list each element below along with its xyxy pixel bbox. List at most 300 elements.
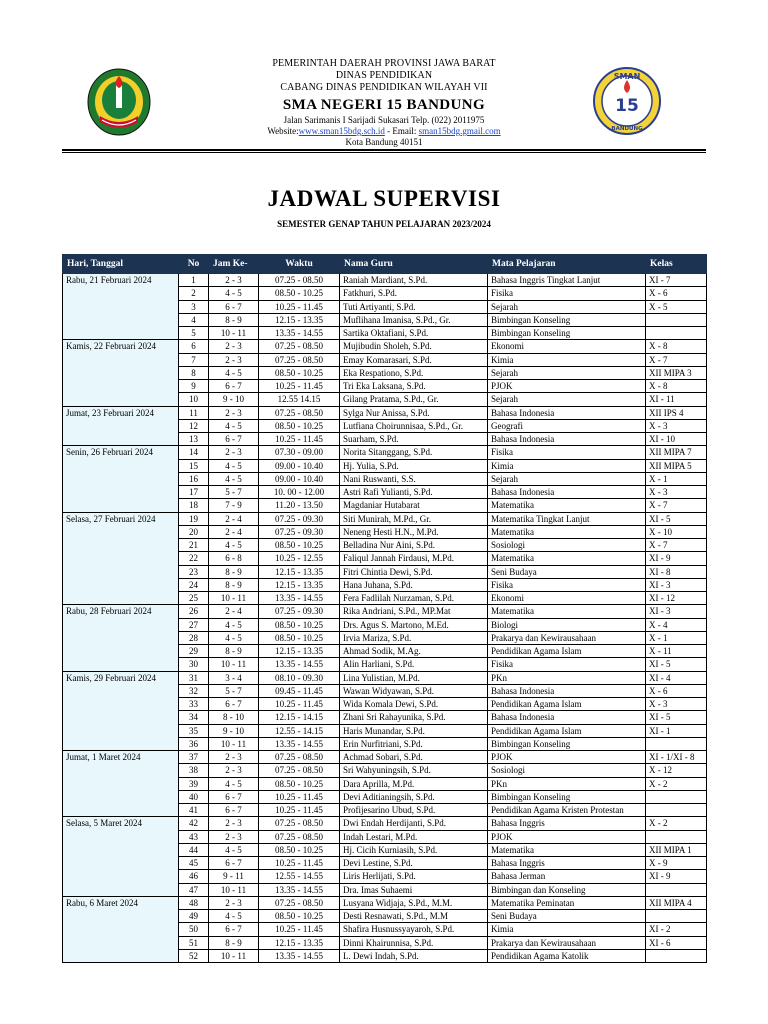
cell-teacher: Sartika Oktafiani, S.Pd. <box>340 327 488 340</box>
cell-subject: Fisika <box>488 287 646 300</box>
cell-subject: Fisika <box>488 658 646 671</box>
cell-subject: Matematika <box>488 843 646 856</box>
cell-subject: Bahasa Inggris Tingkat Lanjut <box>488 274 646 287</box>
cell-period: 6 - 8 <box>209 552 259 565</box>
table-header-row <box>63 255 707 274</box>
cell-period: 10 - 11 <box>209 592 259 605</box>
cell-no: 32 <box>179 684 209 697</box>
cell-period: 6 - 7 <box>209 790 259 803</box>
cell-class: XII IPS 4 <box>646 406 707 419</box>
cell-period: 9 - 10 <box>209 393 259 406</box>
cell-period: 8 - 9 <box>209 645 259 658</box>
cell-class: XI - 12 <box>646 592 707 605</box>
cell-subject: PJOK <box>488 380 646 393</box>
cell-teacher: Muflihana Imanisa, S.Pd., Gr. <box>340 313 488 326</box>
cell-period: 10 - 11 <box>209 658 259 671</box>
table-row <box>63 446 707 459</box>
cell-day: Selasa, 5 Maret 2024 <box>63 817 179 897</box>
cell-subject: Pendidikan Agama Islam <box>488 698 646 711</box>
cell-day: Kamis, 22 Februari 2024 <box>63 340 179 406</box>
cell-period: 2 - 3 <box>209 274 259 287</box>
cell-time: 10.25 - 11.45 <box>259 804 340 817</box>
cell-time: 08.50 - 10.25 <box>259 777 340 790</box>
cell-class: XI - 4 <box>646 671 707 684</box>
cell-class: XII MIPA 4 <box>646 896 707 909</box>
cell-teacher: Hj. Yulia, S.Pd. <box>340 459 488 472</box>
cell-time: 09.00 - 10.40 <box>259 472 340 485</box>
cell-subject: Bahasa Inggris <box>488 857 646 870</box>
cell-no: 26 <box>179 605 209 618</box>
cell-time: 08.50 - 10.25 <box>259 631 340 644</box>
cell-subject: Fisika <box>488 578 646 591</box>
cell-period: 10 - 11 <box>209 327 259 340</box>
cell-time: 09.45 - 11.45 <box>259 684 340 697</box>
cell-teacher: Emay Komarasari, S.Pd. <box>340 353 488 366</box>
cell-no: 51 <box>179 936 209 949</box>
cell-time: 12.55 14.15 <box>259 393 340 406</box>
cell-no: 10 <box>179 393 209 406</box>
cell-no: 38 <box>179 764 209 777</box>
cell-period: 4 - 5 <box>209 366 259 379</box>
cell-time: 10.25 - 11.45 <box>259 380 340 393</box>
website-label: Website: <box>267 126 299 136</box>
cell-class: XI - 9 <box>646 870 707 883</box>
document-title: JADWAL SUPERVISI <box>267 186 501 211</box>
cell-teacher: Fera Fadlilah Nurzaman, S.Pd. <box>340 592 488 605</box>
cell-period: 6 - 7 <box>209 380 259 393</box>
cell-teacher: L. Dewi Indah, S.Pd. <box>340 949 488 962</box>
cell-no: 25 <box>179 592 209 605</box>
cell-time: 10.25 - 11.45 <box>259 923 340 936</box>
cell-subject: Sosiologi <box>488 764 646 777</box>
cell-class: XII MIPA 3 <box>646 366 707 379</box>
cell-class: X - 1 <box>646 631 707 644</box>
cell-no: 15 <box>179 459 209 472</box>
cell-teacher: Suarham, S.Pd. <box>340 433 488 446</box>
cell-subject: Prakarya dan Kewirausahaan <box>488 631 646 644</box>
cell-teacher: Norita Sitanggang, S.Pd. <box>340 446 488 459</box>
cell-teacher: Dinni Khairunnisa, S.Pd. <box>340 936 488 949</box>
letterhead-divider-thin <box>62 152 706 153</box>
cell-time: 07.25 - 08.50 <box>259 340 340 353</box>
cell-subject: Sejarah <box>488 366 646 379</box>
cell-period: 6 - 7 <box>209 857 259 870</box>
col-header-day: Hari, Tanggal <box>63 255 179 274</box>
cell-no: 27 <box>179 618 209 631</box>
cell-teacher: Lusyana Widjaja, S.Pd., M.M. <box>340 896 488 909</box>
cell-time: 07.25 - 08.50 <box>259 764 340 777</box>
cell-class: X - 5 <box>646 300 707 313</box>
table-row <box>63 605 707 618</box>
cell-period: 8 - 9 <box>209 565 259 578</box>
cell-time: 08.50 - 10.25 <box>259 287 340 300</box>
cell-period: 2 - 3 <box>209 830 259 843</box>
cell-no: 6 <box>179 340 209 353</box>
cell-teacher: Dara Aprilla, M.Pd. <box>340 777 488 790</box>
cell-class: XI - 5 <box>646 512 707 525</box>
cell-period: 6 - 7 <box>209 433 259 446</box>
cell-period: 4 - 5 <box>209 843 259 856</box>
cell-class: XI - 9 <box>646 552 707 565</box>
cell-time: 08.50 - 10.25 <box>259 618 340 631</box>
cell-teacher: Shafira Husnussyayaroh, S.Pd. <box>340 923 488 936</box>
cell-subject: Pendidikan Agama Islam <box>488 645 646 658</box>
cell-time: 13.35 - 14.55 <box>259 592 340 605</box>
cell-time: 08.50 - 10.25 <box>259 539 340 552</box>
cell-time: 07.25 - 08.50 <box>259 353 340 366</box>
cell-subject: PJOK <box>488 830 646 843</box>
cell-no: 23 <box>179 565 209 578</box>
cell-no: 7 <box>179 353 209 366</box>
cell-class <box>646 327 707 340</box>
cell-period: 5 - 7 <box>209 486 259 499</box>
cell-time: 08.50 - 10.25 <box>259 419 340 432</box>
cell-subject: Bimbingan Konseling <box>488 790 646 803</box>
cell-class <box>646 910 707 923</box>
cell-class: X - 7 <box>646 353 707 366</box>
cell-no: 1 <box>179 274 209 287</box>
cell-class: X - 11 <box>646 645 707 658</box>
cell-class: X - 3 <box>646 486 707 499</box>
cell-no: 46 <box>179 870 209 883</box>
cell-teacher: Ahmad Sodik, M.Ag. <box>340 645 488 658</box>
supervision-schedule-table <box>62 254 707 963</box>
cell-time: 07.25 - 08.50 <box>259 274 340 287</box>
cell-period: 10 - 11 <box>209 949 259 962</box>
cell-time: 13.35 - 14.55 <box>259 949 340 962</box>
cell-subject: Seni Budaya <box>488 910 646 923</box>
cell-teacher: Wida Komala Dewi, S.Pd. <box>340 698 488 711</box>
cell-day: Selasa, 27 Februari 2024 <box>63 512 179 605</box>
cell-subject: Kimia <box>488 459 646 472</box>
cell-no: 22 <box>179 552 209 565</box>
cell-period: 6 - 7 <box>209 698 259 711</box>
document-subtitle: SEMESTER GENAP TAHUN PELAJARAN 2023/2024 <box>277 219 491 229</box>
cell-class: XI - 3 <box>646 578 707 591</box>
cell-period: 8 - 9 <box>209 313 259 326</box>
letterhead-line1: PEMERINTAH DAERAH PROVINSI JAWA BARAT <box>272 58 496 69</box>
cell-no: 19 <box>179 512 209 525</box>
cell-subject: Prakarya dan Kewirausahaan <box>488 936 646 949</box>
col-header-subject: Mata Pelajaran <box>488 255 646 274</box>
cell-class: X - 2 <box>646 777 707 790</box>
cell-no: 20 <box>179 525 209 538</box>
cell-subject: Sosiologi <box>488 539 646 552</box>
cell-time: 12.55 - 14.15 <box>259 724 340 737</box>
cell-subject: PKn <box>488 671 646 684</box>
cell-teacher: Faliqul Jannah Firdausi, M.Pd. <box>340 552 488 565</box>
cell-day: Rabu, 28 Februari 2024 <box>63 605 179 671</box>
cell-teacher: Lutfiana Choirunnisaa, S.Pd., Gr. <box>340 419 488 432</box>
cell-class: XI - 3 <box>646 605 707 618</box>
cell-teacher: Dra. Imas Suhaemi <box>340 883 488 896</box>
cell-teacher: Sylga Nur Anissa, S.Pd. <box>340 406 488 419</box>
cell-time: 09.00 - 10.40 <box>259 459 340 472</box>
cell-period: 2 - 3 <box>209 896 259 909</box>
cell-class: XI - 5 <box>646 711 707 724</box>
cell-time: 12.15 - 13.35 <box>259 936 340 949</box>
cell-period: 4 - 5 <box>209 777 259 790</box>
cell-teacher: Hj. Cicih Kurniasih, S.Pd. <box>340 843 488 856</box>
cell-no: 11 <box>179 406 209 419</box>
cell-teacher: Siti Munirah, M.Pd., Gr. <box>340 512 488 525</box>
cell-subject: Bahasa Indonesia <box>488 684 646 697</box>
cell-no: 4 <box>179 313 209 326</box>
cell-class: XI - 1/XI - 8 <box>646 751 707 764</box>
col-header-period: Jam Ke- <box>209 255 259 274</box>
cell-teacher: Devi Lestine, S.Pd. <box>340 857 488 870</box>
cell-period: 4 - 5 <box>209 618 259 631</box>
cell-class <box>646 313 707 326</box>
cell-no: 39 <box>179 777 209 790</box>
cell-class <box>646 804 707 817</box>
school-city: Kota Bandung 40151 <box>345 137 423 147</box>
cell-time: 10.25 - 11.45 <box>259 300 340 313</box>
cell-class: X - 7 <box>646 539 707 552</box>
cell-period: 4 - 5 <box>209 459 259 472</box>
cell-period: 2 - 3 <box>209 340 259 353</box>
cell-subject: Pendidikan Agama Katolik <box>488 949 646 962</box>
cell-no: 14 <box>179 446 209 459</box>
cell-teacher: Indah Lestari, M.Pd. <box>340 830 488 843</box>
cell-subject: Seni Budaya <box>488 565 646 578</box>
cell-teacher: Drs. Agus S. Martono, M.Ed. <box>340 618 488 631</box>
cell-class: X - 8 <box>646 340 707 353</box>
cell-teacher: Liris Herlijati, S.Pd. <box>340 870 488 883</box>
cell-time: 07.25 - 09.30 <box>259 605 340 618</box>
cell-class: XI - 10 <box>646 433 707 446</box>
cell-class: X - 8 <box>646 380 707 393</box>
cell-teacher: Belladina Nur Aini, S.Pd. <box>340 539 488 552</box>
cell-day: Kamis, 29 Februari 2024 <box>63 671 179 751</box>
cell-time: 08.10 - 09.30 <box>259 671 340 684</box>
cell-period: 6 - 7 <box>209 804 259 817</box>
cell-subject: Bahasa Indonesia <box>488 711 646 724</box>
school-name: SMA NEGERI 15 BANDUNG <box>282 97 486 113</box>
cell-period: 4 - 5 <box>209 287 259 300</box>
cell-period: 9 - 10 <box>209 724 259 737</box>
cell-period: 6 - 7 <box>209 923 259 936</box>
cell-teacher: Rika Andriani, S.Pd., MP.Mat <box>340 605 488 618</box>
cell-time: 10.25 - 12.55 <box>259 552 340 565</box>
cell-time: 11.20 - 13.50 <box>259 499 340 512</box>
cell-subject: Bimbingan Konseling <box>488 327 646 340</box>
cell-teacher: Irvia Mariza, S.Pd. <box>340 631 488 644</box>
cell-no: 49 <box>179 910 209 923</box>
cell-period: 9 - 11 <box>209 870 259 883</box>
contact-line <box>0 126 768 137</box>
cell-subject: Fisika <box>488 446 646 459</box>
cell-no: 43 <box>179 830 209 843</box>
cell-period: 2 - 3 <box>209 751 259 764</box>
cell-class: XI - 6 <box>646 936 707 949</box>
cell-period: 2 - 4 <box>209 525 259 538</box>
table-row <box>63 751 707 764</box>
cell-teacher: Fatkhuri, S.Pd. <box>340 287 488 300</box>
cell-teacher: Eka Respationo, S.Pd. <box>340 366 488 379</box>
col-header-no: No <box>179 255 209 274</box>
cell-period: 8 - 9 <box>209 936 259 949</box>
cell-subject: Pendidikan Agama Islam <box>488 724 646 737</box>
cell-no: 12 <box>179 419 209 432</box>
cell-subject: Sejarah <box>488 300 646 313</box>
cell-class <box>646 830 707 843</box>
cell-period: 4 - 5 <box>209 539 259 552</box>
cell-subject: Bahasa Inggris <box>488 817 646 830</box>
cell-no: 40 <box>179 790 209 803</box>
cell-no: 34 <box>179 711 209 724</box>
cell-no: 30 <box>179 658 209 671</box>
cell-subject: Bahasa Indonesia <box>488 406 646 419</box>
cell-time: 13.35 - 14.55 <box>259 658 340 671</box>
cell-teacher: Hana Juhana, S.Pd. <box>340 578 488 591</box>
cell-period: 4 - 5 <box>209 472 259 485</box>
cell-subject: Matematika <box>488 525 646 538</box>
cell-no: 28 <box>179 631 209 644</box>
table-row <box>63 512 707 525</box>
cell-class: XI - 11 <box>646 393 707 406</box>
cell-teacher: Sri Wahyuningsih, S.Pd. <box>340 764 488 777</box>
cell-no: 36 <box>179 737 209 750</box>
table-row <box>63 406 707 419</box>
cell-no: 50 <box>179 923 209 936</box>
cell-period: 2 - 4 <box>209 512 259 525</box>
cell-time: 07.30 - 09.00 <box>259 446 340 459</box>
cell-subject: Geografi <box>488 419 646 432</box>
cell-teacher: Lina Yulistian, M.Pd. <box>340 671 488 684</box>
cell-class: XI - 5 <box>646 658 707 671</box>
website-link[interactable]: www.sman15bdg.sch.id <box>298 126 385 136</box>
cell-no: 3 <box>179 300 209 313</box>
cell-subject: Bahasa Jerman <box>488 870 646 883</box>
cell-no: 35 <box>179 724 209 737</box>
cell-day: Rabu, 21 Februari 2024 <box>63 274 179 340</box>
letterhead-line2: DINAS PENDIDIKAN <box>335 70 433 81</box>
cell-no: 17 <box>179 486 209 499</box>
cell-teacher: Astri Rafi Yulianti, S.Pd. <box>340 486 488 499</box>
table-row <box>63 340 707 353</box>
cell-time: 07.25 - 08.50 <box>259 896 340 909</box>
cell-no: 5 <box>179 327 209 340</box>
cell-teacher: Neneng Hesti H.N., M.Pd. <box>340 525 488 538</box>
cell-no: 8 <box>179 366 209 379</box>
cell-period: 2 - 4 <box>209 605 259 618</box>
cell-subject: Bimbingan Konseling <box>488 737 646 750</box>
cell-class: X - 7 <box>646 499 707 512</box>
cell-subject: PJOK <box>488 751 646 764</box>
cell-period: 2 - 3 <box>209 353 259 366</box>
cell-no: 45 <box>179 857 209 870</box>
cell-teacher: Tuti Artiyanti, S.Pd. <box>340 300 488 313</box>
cell-time: 13.35 - 14.55 <box>259 737 340 750</box>
col-header-class: Kelas <box>646 255 707 274</box>
cell-teacher: Alin Harliani, S.Pd. <box>340 658 488 671</box>
cell-teacher: Raniah Mardiant, S.Pd. <box>340 274 488 287</box>
cell-class <box>646 790 707 803</box>
cell-class: X - 12 <box>646 764 707 777</box>
cell-class <box>646 737 707 750</box>
cell-class: XII MIPA 7 <box>646 446 707 459</box>
cell-time: 13.35 - 14.55 <box>259 327 340 340</box>
col-header-time: Waktu <box>259 255 340 274</box>
cell-class: XI - 2 <box>646 923 707 936</box>
cell-teacher: Gilang Pratama, S.Pd., Gr. <box>340 393 488 406</box>
cell-teacher: Desti Resnawati, S.Pd., M.M <box>340 910 488 923</box>
cell-period: 2 - 3 <box>209 764 259 777</box>
table-row <box>63 817 707 830</box>
cell-class: X - 2 <box>646 817 707 830</box>
cell-time: 12.15 - 13.35 <box>259 565 340 578</box>
cell-teacher: Achmad Sobari, S.Pd. <box>340 751 488 764</box>
email-link[interactable]: sman15bdg.gmail.com <box>418 126 501 136</box>
cell-no: 13 <box>179 433 209 446</box>
logo-right-bottom-text: BANDUNG <box>611 126 643 132</box>
cell-subject: PKn <box>488 777 646 790</box>
cell-no: 24 <box>179 578 209 591</box>
cell-no: 31 <box>179 671 209 684</box>
email-label: - Email: <box>384 126 419 136</box>
cell-no: 48 <box>179 896 209 909</box>
cell-teacher: Profijesarino Ubud, S.Pd. <box>340 804 488 817</box>
cell-class: X - 3 <box>646 698 707 711</box>
cell-subject: Ekonomi <box>488 340 646 353</box>
logo-right-top-text: SMAN <box>613 72 641 81</box>
cell-time: 12.55 - 14.55 <box>259 870 340 883</box>
cell-time: 07.25 - 08.50 <box>259 830 340 843</box>
cell-subject: Matematika <box>488 499 646 512</box>
cell-period: 2 - 3 <box>209 406 259 419</box>
cell-time: 10.25 - 11.45 <box>259 857 340 870</box>
cell-class: X - 10 <box>646 525 707 538</box>
cell-no: 44 <box>179 843 209 856</box>
cell-time: 08.50 - 10.25 <box>259 366 340 379</box>
letterhead-line3: CABANG DINAS PENDIDIKAN WILAYAH VII <box>280 82 488 93</box>
cell-subject: Pendidikan Agama Kristen Protestan <box>488 804 646 817</box>
cell-subject: Matematika <box>488 605 646 618</box>
cell-class: XII MIPA 5 <box>646 459 707 472</box>
cell-time: 10.25 - 11.45 <box>259 790 340 803</box>
cell-day: Jumat, 1 Maret 2024 <box>63 751 179 817</box>
cell-subject: Matematika Tingkat Lanjut <box>488 512 646 525</box>
cell-subject: Matematika <box>488 552 646 565</box>
col-header-teacher: Nama Guru <box>340 255 488 274</box>
cell-teacher: Mujibudin Sholeh, S.Pd. <box>340 340 488 353</box>
cell-subject: Kimia <box>488 923 646 936</box>
cell-class: XI - 7 <box>646 274 707 287</box>
cell-class: X - 1 <box>646 472 707 485</box>
cell-no: 41 <box>179 804 209 817</box>
cell-time: 07.25 - 09.30 <box>259 512 340 525</box>
cell-period: 10 - 11 <box>209 883 259 896</box>
cell-time: 08.50 - 10.25 <box>259 843 340 856</box>
cell-time: 10. 00 - 12.00 <box>259 486 340 499</box>
cell-teacher: Devi Aditianingsih, S.Pd. <box>340 790 488 803</box>
cell-period: 8 - 9 <box>209 578 259 591</box>
table-row <box>63 274 707 287</box>
cell-teacher: Erin Nurfitriani, S.Pd. <box>340 737 488 750</box>
cell-class: X - 3 <box>646 419 707 432</box>
cell-no: 29 <box>179 645 209 658</box>
cell-time: 12.15 - 13.35 <box>259 645 340 658</box>
cell-teacher: Haris Munandar, S.Pd. <box>340 724 488 737</box>
cell-subject: Bahasa Indonesia <box>488 486 646 499</box>
cell-subject: Sejarah <box>488 472 646 485</box>
cell-teacher: Tri Eka Laksana, S.Pd. <box>340 380 488 393</box>
cell-no: 33 <box>179 698 209 711</box>
cell-class: X - 6 <box>646 684 707 697</box>
cell-class: X - 9 <box>646 857 707 870</box>
cell-period: 2 - 3 <box>209 446 259 459</box>
